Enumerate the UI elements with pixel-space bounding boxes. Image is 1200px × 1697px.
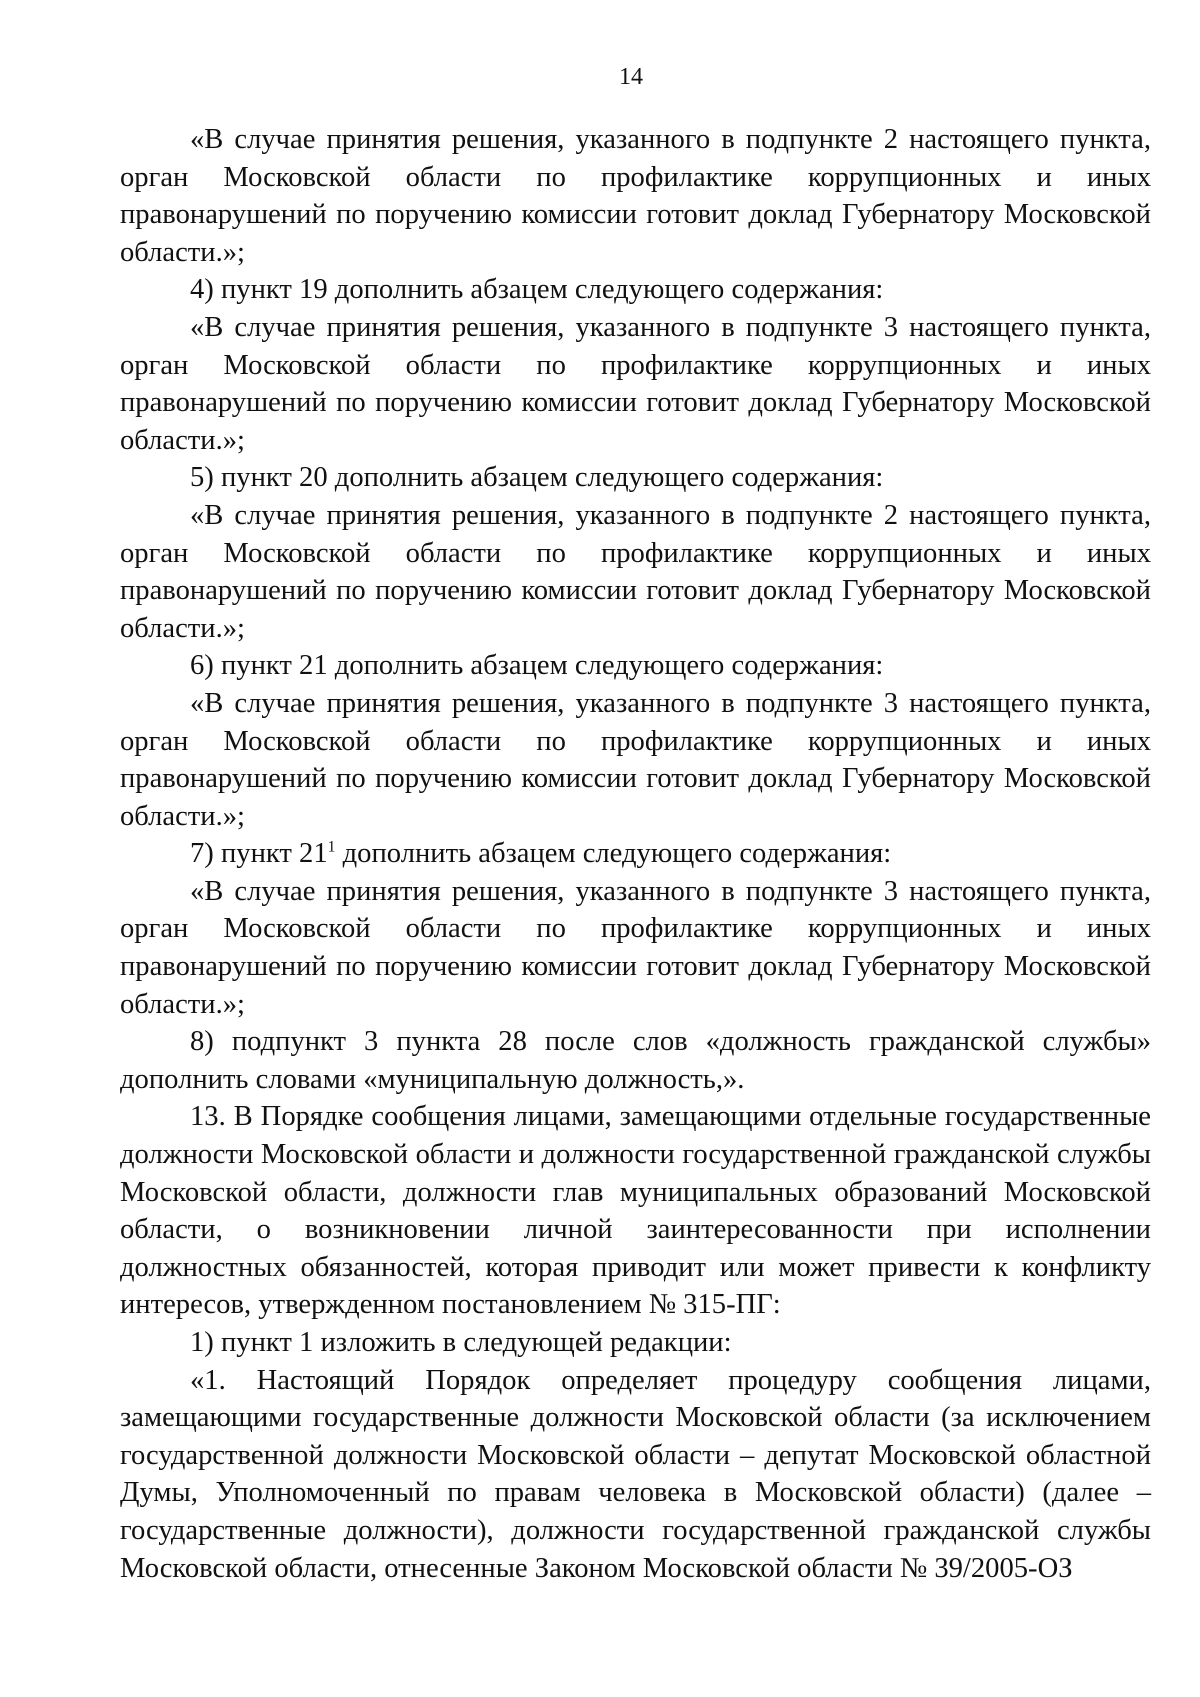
paragraph-1: «В случае принятия решения, указанного в подпункте 2 настоящего пункта, орган Московской области по профилактике коррупционных и иных правонарушений по поручению комиссии готовит доклад Губернатору Московской области.»; xyxy=(120,124,1151,268)
paragraph-8 xyxy=(120,835,1151,873)
item-7-lead: 7) пункт 21 xyxy=(190,838,328,870)
paragraph-9: «В случае принятия решения, указанного в подпункте 3 настоящего пункта, орган Московской области по профилактике коррупционных и иных правонарушений по поручению комиссии готовит доклад Губернатору Московской области.»; xyxy=(120,875,1151,1020)
paragraph-12: 1) пункт 1 изложить в следующей редакции: xyxy=(190,1327,732,1358)
page-number: 14 xyxy=(619,64,643,90)
item-7-superscript: 1 xyxy=(327,838,336,856)
item-7-rest: дополнить абзацем следующего содержания: xyxy=(335,838,892,870)
paragraph-4: 5) пункт 20 дополнить абзацем следующего содержания: xyxy=(190,462,884,494)
paragraph-10: 8) подпункт 3 пункта 28 после слов «должность гражданской службы» дополнить словами «муниципальную должность,». xyxy=(120,1026,1151,1095)
document-body xyxy=(120,121,1151,1587)
paragraph-3: «В случае принятия решения, указанного в подпункте 3 настоящего пункта, орган Московской области по профилактике коррупционных и иных правонарушений по поручению комиссии готовит доклад Губернатору Московской области.»; xyxy=(120,311,1151,456)
paragraph-2: 4) пункт 19 дополнить абзацем следующего содержания: xyxy=(190,274,884,306)
paragraph-13: «1. Настоящий Порядок определяет процедуру сообщения лицами, замещающими государственные должности Московской области (за исключением государственной должности Московской области – депутат Московской областной Думы, Уполномоченный по правам человека в Московской области) (далее – государственные должности), должности государственной гражданской службы Московской области, отнесенные Законом Московской области № 39/2005-ОЗ xyxy=(120,1364,1151,1584)
paragraph-7: «В случае принятия решения, указанного в подпункте 3 настоящего пункта, орган Московской области по профилактике коррупционных и иных правонарушений по поручению комиссии готовит доклад Губернатору Московской области.»; xyxy=(120,687,1151,832)
paragraph-6: 6) пункт 21 дополнить абзацем следующего содержания: xyxy=(190,650,884,682)
paragraph-11: 13. В Порядке сообщения лицами, замещающими отдельные государственные должности Московской области и должности государственной гражданской службы Московской области, должности глав муниципальных образований Московской области, о возникновении личной заинтересованности при исполнении должностных обязанностей, которая приводит или может привести к конфликту интересов, утвержденном постановлением № 315-ПГ: xyxy=(120,1101,1151,1321)
paragraph-5: «В случае принятия решения, указанного в подпункте 2 настоящего пункта, орган Московской области по профилактике коррупционных и иных правонарушений по поручению комиссии готовит доклад Губернатору Московской области.»; xyxy=(120,499,1151,644)
